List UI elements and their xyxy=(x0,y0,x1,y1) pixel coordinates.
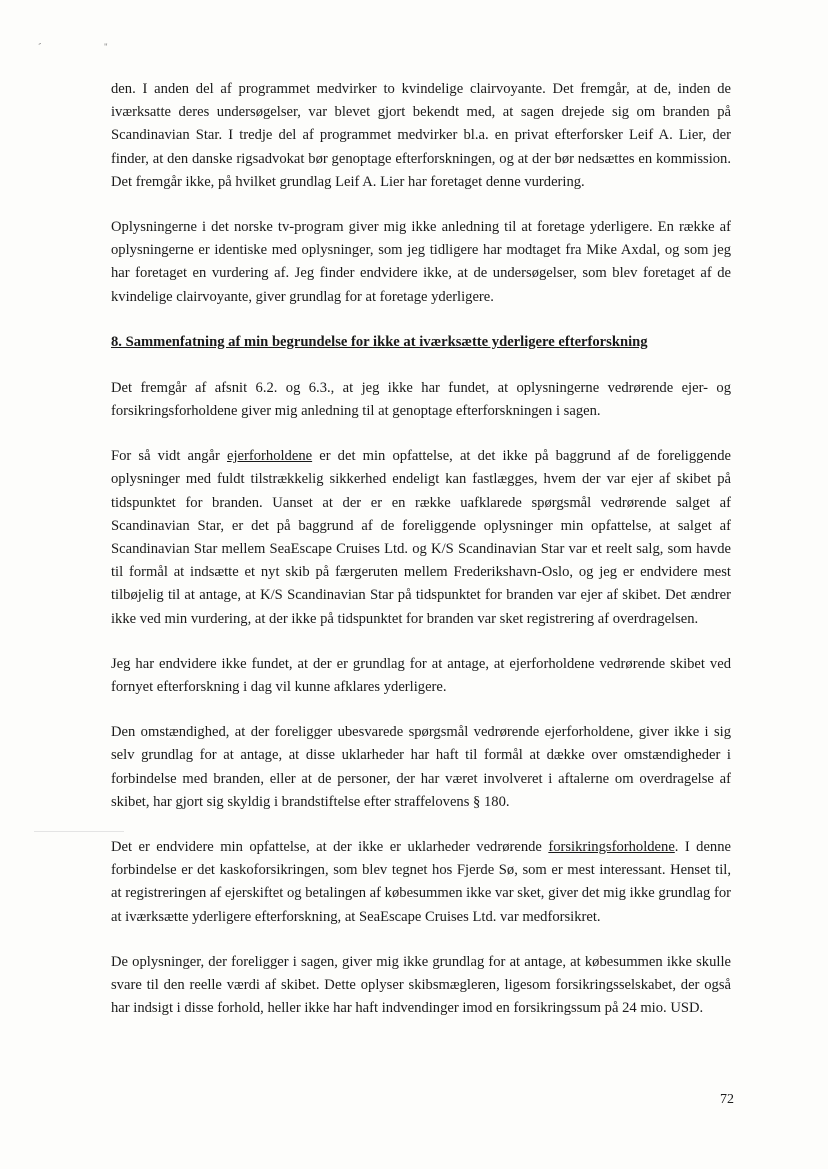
section-heading: 8. Sammenfatning af min begrundelse for ikke at iværksætte yderligere efterforskning xyxy=(111,333,648,350)
body-text xyxy=(111,78,731,1043)
text-run: Det er endvidere min opfattelse, at der ikke er uklarheder vedrørende xyxy=(111,839,549,856)
scan-mark: " xyxy=(104,42,108,52)
underlined-term: forsikringsforholdene xyxy=(548,839,675,856)
text-run: For så vidt angår xyxy=(111,448,228,465)
text-run: . I denne forbindelse er det kaskoforsikringen, som blev tegnet hos Fjerde Sø, som er mest interessant. Henset til, at registreringen af ejerskiftet og betalingen af købesummen ikke var sket, giver det mig ikke grundlag for at iværksætte yderligere efterforskning, at SeaEscape Cruises Ltd. var medforsikret. xyxy=(111,839,731,925)
paragraph: den. I anden del af programmet medvirker to kvindelige clairvoyante. Det fremgår, at de, inden de iværksatte deres undersøgelser, var blevet gjort bekendt med, at sagen drejede sig om branden på Scandinavian Star. I tredje del af programmet medvirker bl.a. en privat efterforsker Leif A. Lier, der finder, at den danske rigsadvokat bør genoptage efterforskningen, og at der bør nedsættes en kommission. Det fremgår ikke, på hvilket grundlag Leif A. Lier har foretaget denne vurdering. xyxy=(111,81,731,190)
paragraph: Jeg har endvidere ikke fundet, at der er grundlag for at antage, at ejerforholdene vedrørende skibet ved fornyet efterforskning i dag vil kunne afklares yderligere. xyxy=(111,655,731,696)
page-number: 72 xyxy=(720,1092,734,1107)
text-run: er det min opfattelse, at det ikke på baggrund af de foreliggende oplysninger med fuldt tilstrækkelig sikkerhed endeligt kan fastlægges, hvem der var ejer af skibet på tidspunktet for branden. Uanset at der er en række uafklarede spørgsmål vedrørende salget af Scandinavian Star, er det på baggrund af de foreliggende oplysninger min opfattelse, at salget af Scandinavian Star mellem SeaEscape Cruises Ltd. og K/S Scandinavian Star var et reelt salg, som havde til formål at indsætte et nyt skib på færgeruten mellem Frederikshavn-Oslo, og jeg er endvidere mest tilbøjelig til at antage, at K/S Scandinavian Star på tidspunktet for branden var ejer af skibet. Det ændrer ikke ved min vurdering, at der ikke på tidspunktet for branden var sket registrering af overdragelsen. xyxy=(111,448,731,627)
paragraph: Oplysningerne i det norske tv-program giver mig ikke anledning til at foretage yderligere. En række af oplysningerne er identiske med oplysninger, som jeg tidligere har modtaget fra Mike Axdal, og som jeg har foretaget en vurdering af. Jeg finder endvidere ikke, at de undersøgelser, som blev foretaget af de kvindelige clairvoyante, giver grundlag for at foretage yderligere. xyxy=(111,219,731,305)
paragraph xyxy=(111,445,731,631)
paragraph: Det fremgår af afsnit 6.2. og 6.3., at jeg ikke har fundet, at oplysningerne vedrørende ejer- og forsikringsforholdene giver mig anledning til at genoptage efterforskningen i sagen. xyxy=(111,379,731,420)
paragraph: De oplysninger, der foreligger i sagen, giver mig ikke grundlag for at antage, at købesummen ikke skulle svare til den reelle værdi af skibet. Dette oplyser skibsmægleren, ligesom forsikringsselskabet, der også har indsigt i disse forhold, heller ikke har haft indvendinger imod en forsikringssum på 24 mio. USD. xyxy=(111,953,731,1017)
underlined-term: ejerforholdene xyxy=(227,448,313,465)
paragraph: Den omstændighed, at der foreligger ubesvarede spørgsmål vedrørende ejerforholdene, giver ikke i sig selv grundlag for at antage, at disse uklarheder har haft til formål at dække over omstændigheder i forbindelse med branden, eller at de personer, der har været involveret i aftalerne om overdragelse af skibet, har gjort sig skyldig i brandstiftelse efter straffelovens § 180. xyxy=(111,724,731,810)
paragraph xyxy=(111,836,731,929)
scan-mark: - xyxy=(36,37,43,49)
